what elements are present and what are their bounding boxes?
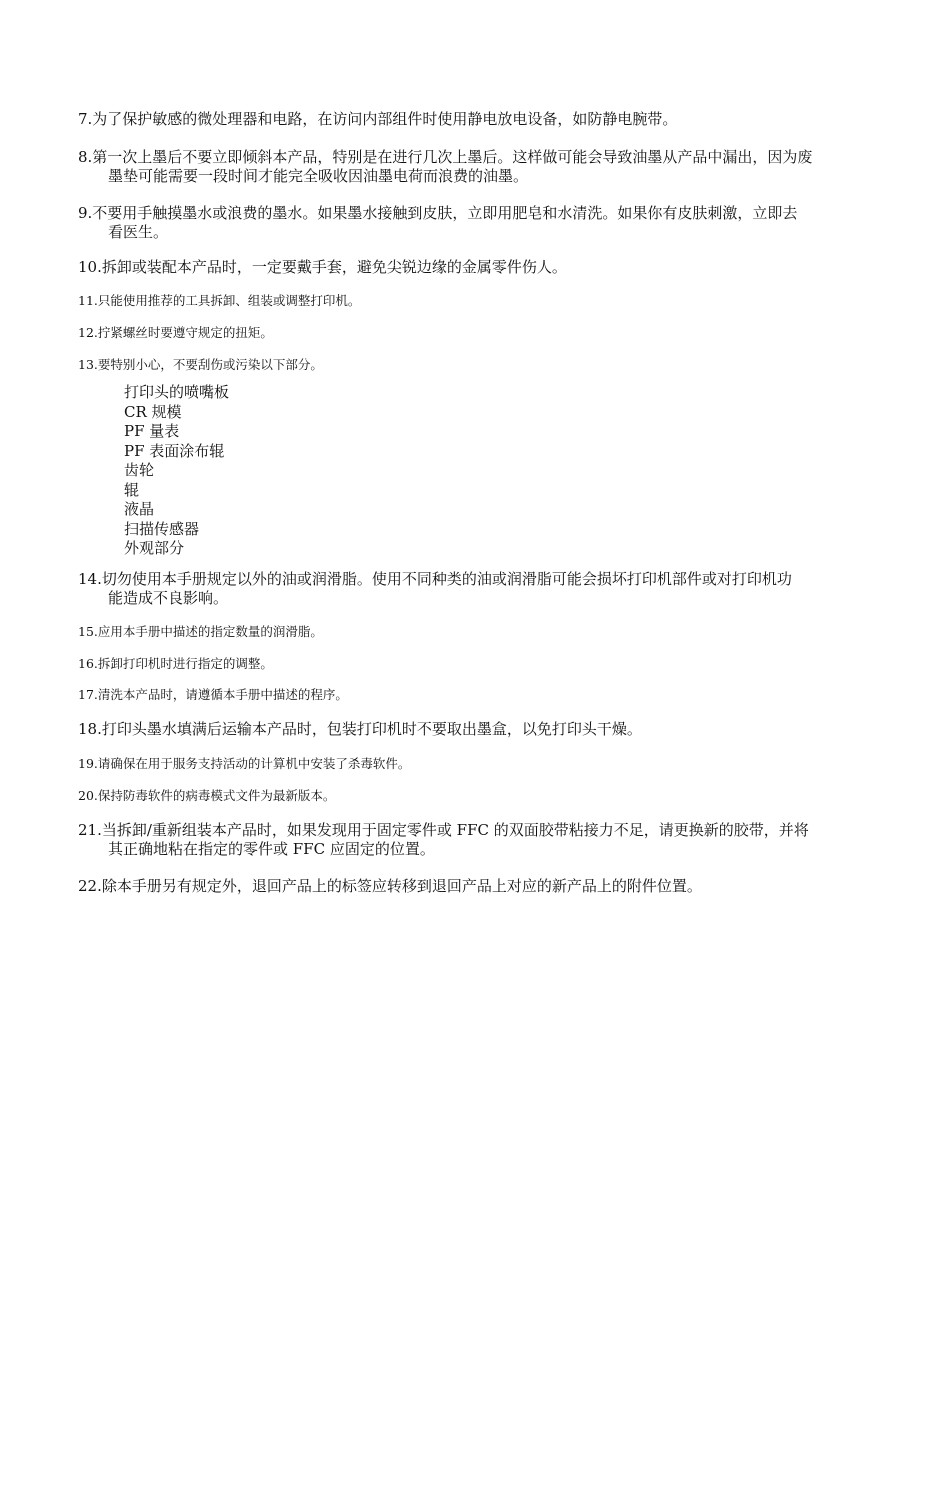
- sublist-item: 扫描传感器: [124, 519, 200, 538]
- item-text: 9.不要用手触摸墨水或浪费的墨水。如果墨水接触到皮肤，立即用肥皂和水清洗。如果你有皮肤刺激，立即去: [78, 204, 798, 222]
- list-item: [78, 686, 868, 703]
- sublist-item: 打印头的喷嘴板: [124, 383, 230, 401]
- list-item: [78, 655, 868, 672]
- item-text: 20.保持防毒软件的病毒模式文件为最新版本。: [78, 788, 336, 803]
- list-item: [78, 877, 868, 896]
- list-item: [78, 204, 868, 242]
- item-text: 22.除本手册另有规定外，退回产品上的标签应转移到退回产品上对应的新产品上的附件位置。: [78, 877, 702, 895]
- list-item: [78, 821, 868, 859]
- list-item: [78, 110, 868, 129]
- sublist-item: PF 表面涂布辊: [124, 441, 225, 460]
- item-text: 19.请确保在用于服务支持活动的计算机中安装了杀毒软件。: [78, 756, 411, 771]
- item-text-continuation: 其正确地粘在指定的零件或 FFC 应固定的位置。: [108, 840, 435, 858]
- item-text: 17.清洗本产品时，请遵循本手册中描述的程序。: [78, 687, 348, 702]
- item-text: 15.应用本手册中描述的指定数量的润滑脂。: [78, 624, 323, 639]
- sublist-item: 外观部分: [124, 539, 185, 557]
- parts-sublist: [124, 383, 229, 559]
- item-text: 12.拧紧螺丝时要遵守规定的扭矩。: [78, 325, 273, 340]
- list-item: [78, 755, 868, 772]
- item-text: 7.为了保护敏感的微处理器和电路，在访问内部组件时使用静电放电设备，如防静电腕带。: [78, 110, 678, 128]
- item-text-continuation: 能造成不良影响。: [108, 589, 229, 607]
- list-item: [78, 570, 868, 608]
- item-text: 21.当拆卸/重新组装本产品时，如果发现用于固定零件或 FFC 的双面胶带粘接力不足，请更换新的胶带，并将: [78, 821, 809, 839]
- list-item: [78, 292, 868, 309]
- sublist-item: 齿轮: [124, 461, 155, 479]
- item-text: 18.打印头墨水填满后运输本产品时，包装打印机时不要取出墨盒，以免打印头干燥。: [78, 720, 642, 738]
- sublist-item: CR 规模: [124, 402, 182, 421]
- item-text: 11.只能使用推荐的工具拆卸、组装或调整打印机。: [78, 293, 361, 308]
- item-text: 8.第一次上墨后不要立即倾斜本产品，特别是在进行几次上墨后。这样做可能会导致油墨从产品中漏出，因为废: [78, 148, 813, 166]
- sublist-item: 辊: [124, 480, 140, 499]
- item-text-continuation: 看医生。: [108, 223, 169, 241]
- list-item: [78, 258, 868, 277]
- list-item: [78, 720, 868, 739]
- list-item: [78, 623, 868, 640]
- sublist-item: 液晶: [124, 500, 155, 518]
- item-text: 10.拆卸或装配本产品时，一定要戴手套，避免尖锐边缘的金属零件伤人。: [78, 258, 567, 276]
- list-item: [78, 148, 868, 186]
- sublist-item: PF 量表: [124, 422, 180, 440]
- item-text: 14.切勿使用本手册规定以外的油或润滑脂。使用不同种类的油或润滑脂可能会损坏打印机部件或对打印机功: [78, 570, 792, 588]
- list-item: [78, 787, 868, 804]
- item-text: 13.要特别小心，不要刮伤或污染以下部分。: [78, 357, 323, 372]
- item-text: 16.拆卸打印机时进行指定的调整。: [78, 656, 273, 671]
- list-item: [78, 356, 868, 373]
- list-item: [78, 324, 868, 341]
- item-text-continuation: 墨垫可能需要一段时间才能完全吸收因油墨电荷而浪费的油墨。: [108, 167, 529, 185]
